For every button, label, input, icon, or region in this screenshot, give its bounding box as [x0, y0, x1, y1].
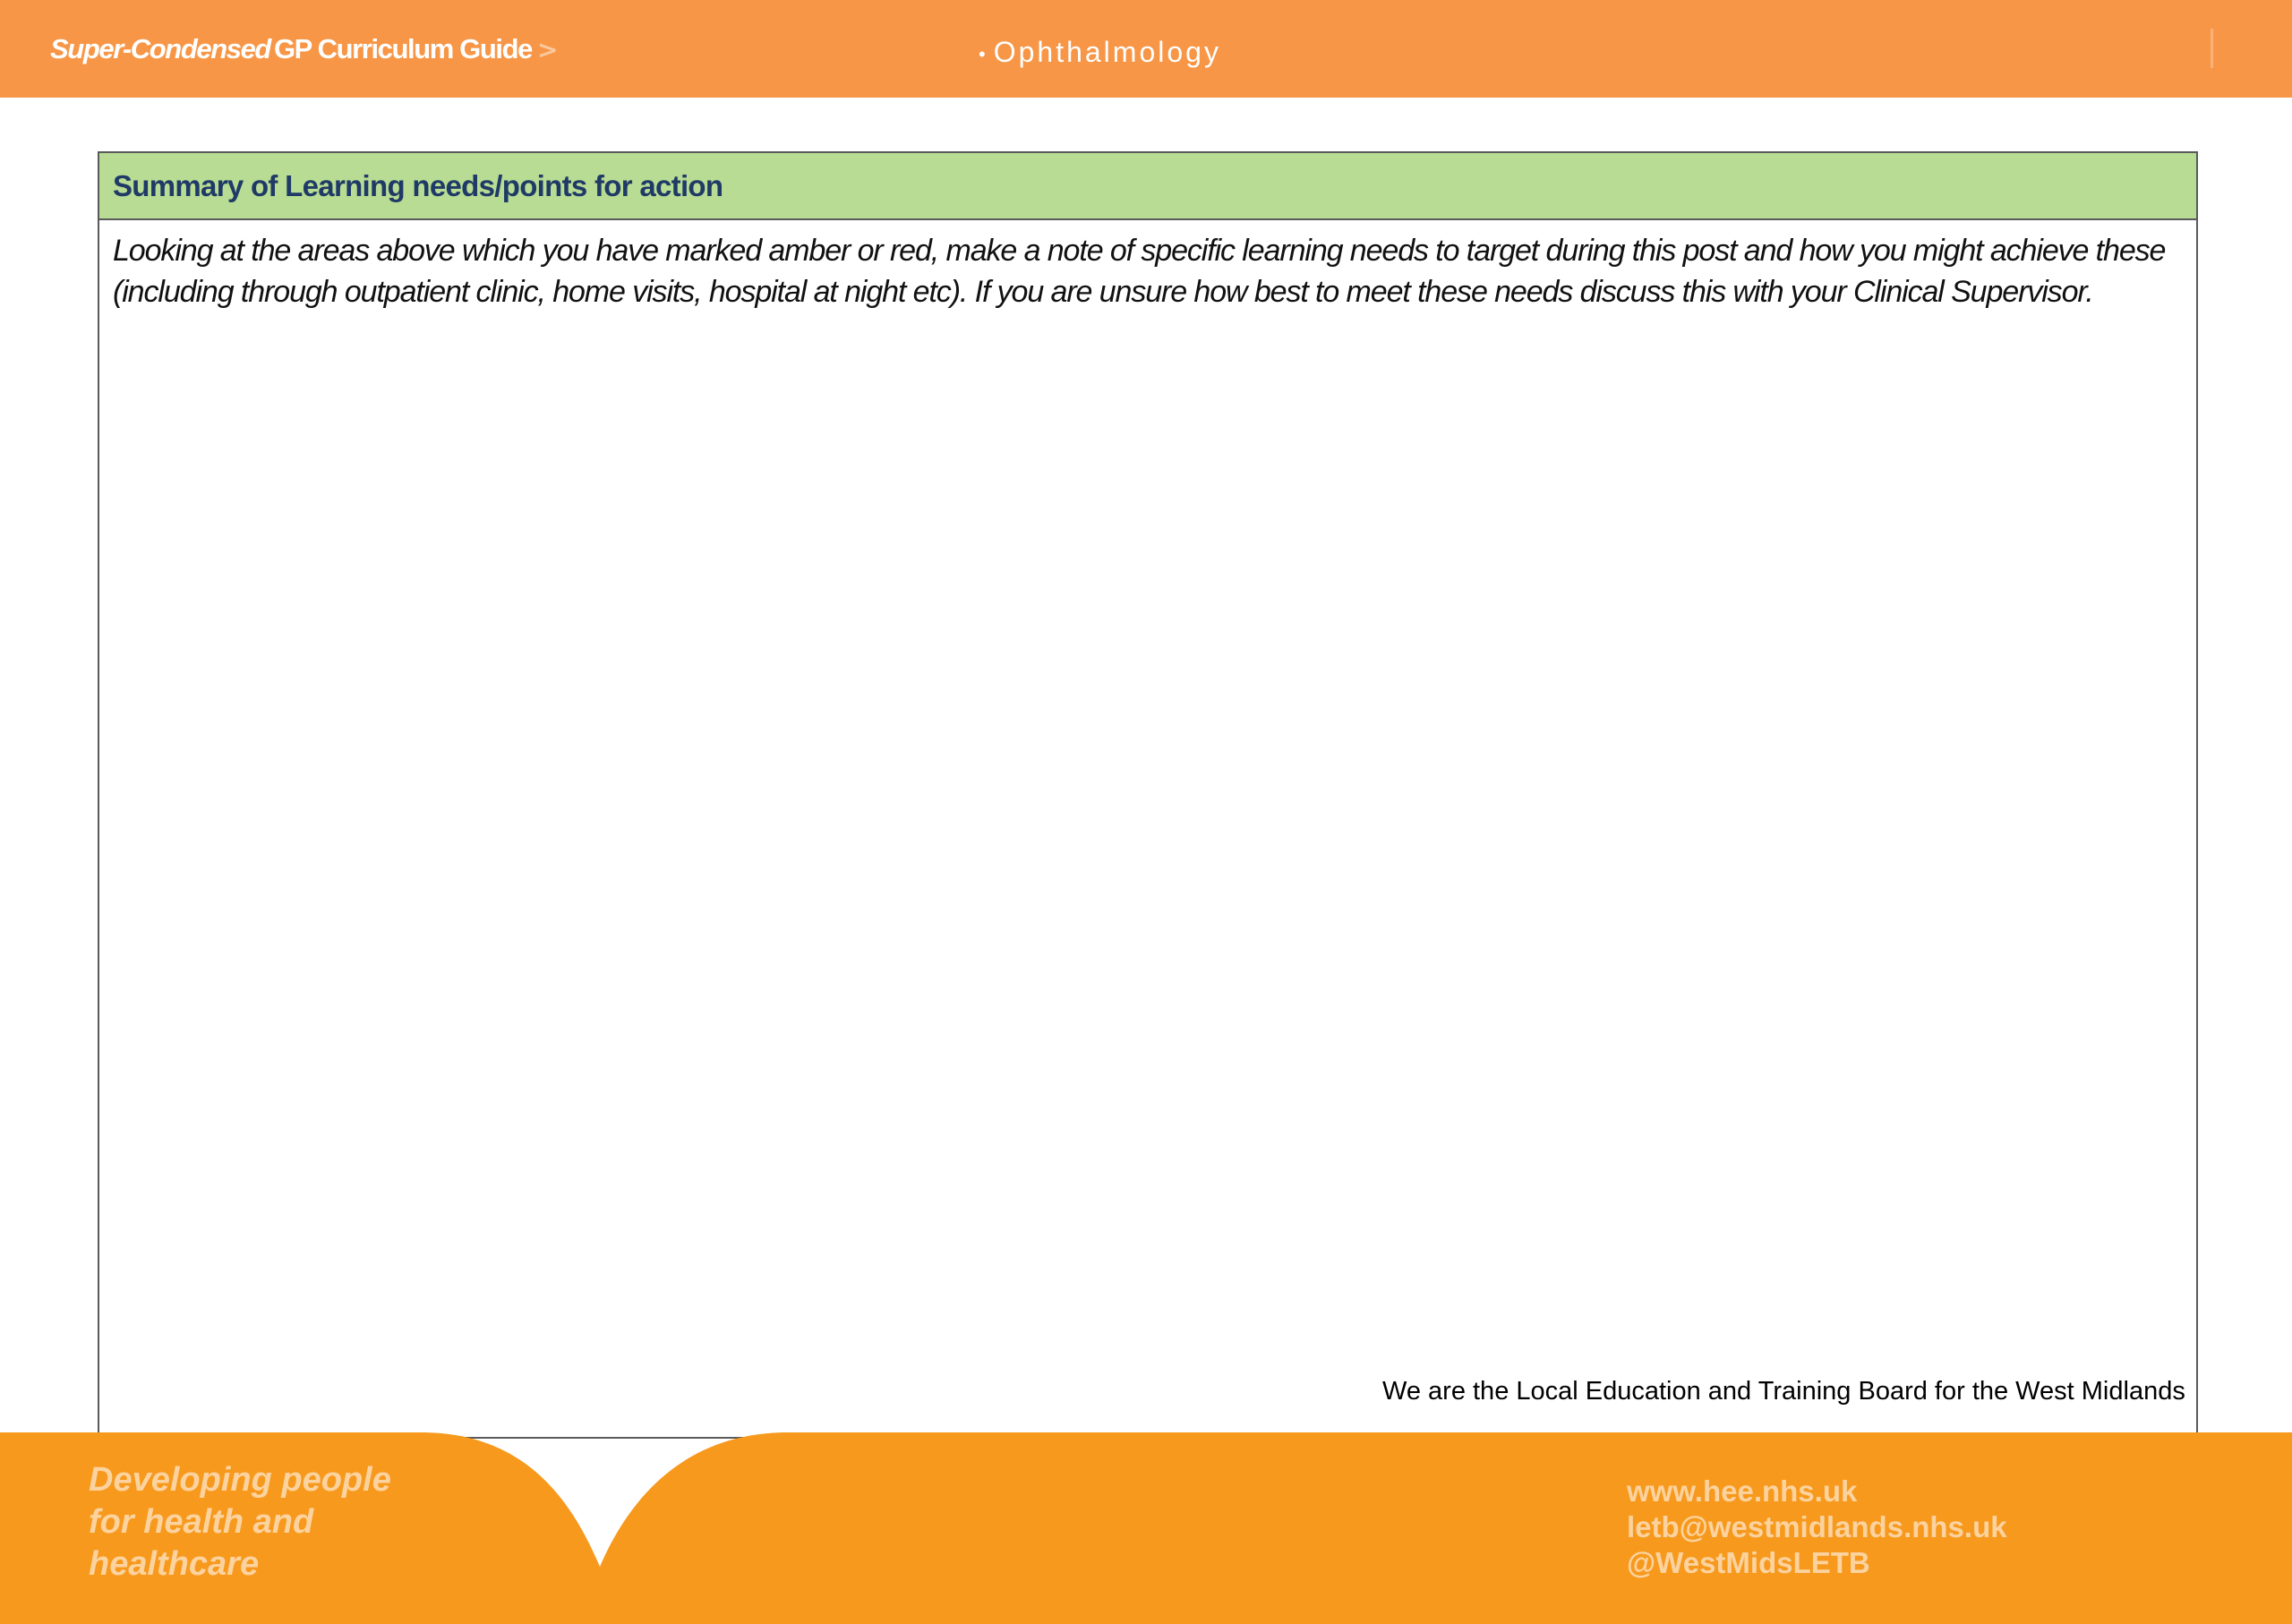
summary-box — [98, 151, 2198, 1439]
tagline-line: Developing people — [89, 1461, 391, 1499]
twitter-link[interactable]: @WestMidsLETB — [1627, 1546, 1870, 1579]
guide-title-italic: Super-Condensed — [50, 33, 270, 64]
guide-title[interactable] — [50, 27, 532, 72]
summary-title: Summary of Learning needs/points for action — [113, 169, 723, 202]
summary-instructions: Looking at the areas above which you have marked amber or red, make a note of specific learning needs to target during this post and how you might achieve these (including through outpatient clinic, home visits, hospital at night etc). If you are unsure how best to meet these needs discuss this with your Clinical Supervisor. — [113, 234, 2166, 309]
letb-statement: We are the Local Education and Training Board for the West Midlands — [1382, 1377, 2185, 1406]
header-divider — [2211, 29, 2213, 68]
summary-header — [99, 153, 2196, 220]
website-link[interactable]: www.hee.nhs.uk — [1627, 1474, 1858, 1508]
section-title-text: Ophthalmology — [993, 36, 1221, 68]
footer-contacts — [1627, 1474, 2128, 1581]
footer-tagline — [89, 1459, 500, 1586]
email-link[interactable]: letb@westmidlands.nhs.uk — [1627, 1510, 2007, 1543]
guide-title-text: GP Curriculum Guide — [273, 33, 533, 64]
bullet-icon: • — [979, 42, 988, 65]
chevron-right-icon[interactable]: > — [537, 35, 559, 64]
section-title — [979, 32, 1221, 72]
tagline-line: healthcare — [89, 1545, 260, 1583]
top-header-band — [0, 0, 2292, 98]
tagline-line: for health and — [89, 1503, 314, 1541]
